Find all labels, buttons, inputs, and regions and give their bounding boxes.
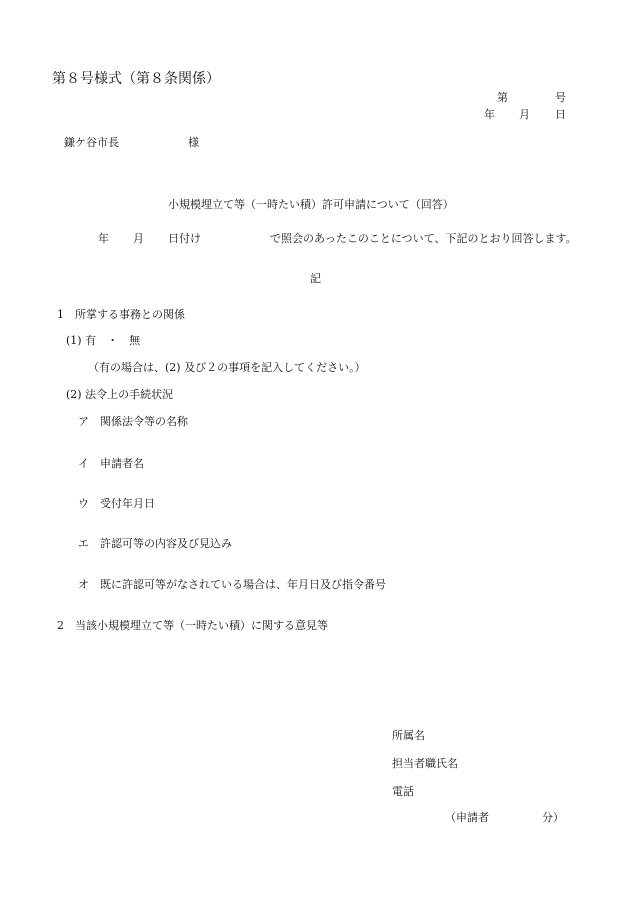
item-a-law-names: ア 関係法令等の名称 <box>78 415 188 428</box>
item-i-applicant-name: イ 申請者名 <box>78 457 144 470</box>
intro-dated-label: 日付け <box>168 232 201 245</box>
document-number-prefix: 第 <box>497 91 508 104</box>
section-2-title: 2 当該小規模埋立て等（一時たい積）に関する意見等 <box>57 619 328 632</box>
officer-name-label: 担当者職氏名 <box>392 757 458 770</box>
affiliation-label: 所属名 <box>392 729 425 742</box>
phone-label: 電話 <box>392 785 414 798</box>
ki-heading: 記 <box>310 272 321 285</box>
section-1-1-note: （有の場合は、(2) 及び２の事項を記入してください。） <box>88 361 366 374</box>
item-e-permit-content: エ 許認可等の内容及び見込み <box>78 537 232 550</box>
date-day-label: 日 <box>555 108 566 121</box>
date-year-label: 年 <box>484 108 495 121</box>
addressee-name: 鎌ケ谷市長 <box>64 136 119 149</box>
item-o-existing-permit: オ 既に許認可等がなされている場合は、年月日及び指令番号 <box>78 578 386 591</box>
form-number-title: 第８号様式（第８条関係） <box>52 71 220 87</box>
applicant-copy-prefix: （申請者 <box>445 811 489 824</box>
document-number-suffix: 号 <box>555 91 566 104</box>
intro-body-text: で照会のあったこのことについて、下記のとおり回答します。 <box>270 232 577 245</box>
date-month-label: 月 <box>519 108 530 121</box>
document-title: 小規模埋立て等（一時たい積）許可申請について（回答） <box>168 198 454 211</box>
section-1-2-title: (2) 法令上の手続状況 <box>66 388 174 401</box>
applicant-copy-suffix: 分） <box>542 811 564 824</box>
intro-year-label: 年 <box>98 232 109 245</box>
addressee-honorific: 様 <box>188 136 199 149</box>
item-u-receipt-date: ウ 受付年月日 <box>78 497 155 510</box>
intro-month-label: 月 <box>133 232 144 245</box>
section-1-1-yes-no: (1) 有 ・ 無 <box>66 334 141 347</box>
section-1-title: 1 所掌する事務との関係 <box>57 308 185 321</box>
